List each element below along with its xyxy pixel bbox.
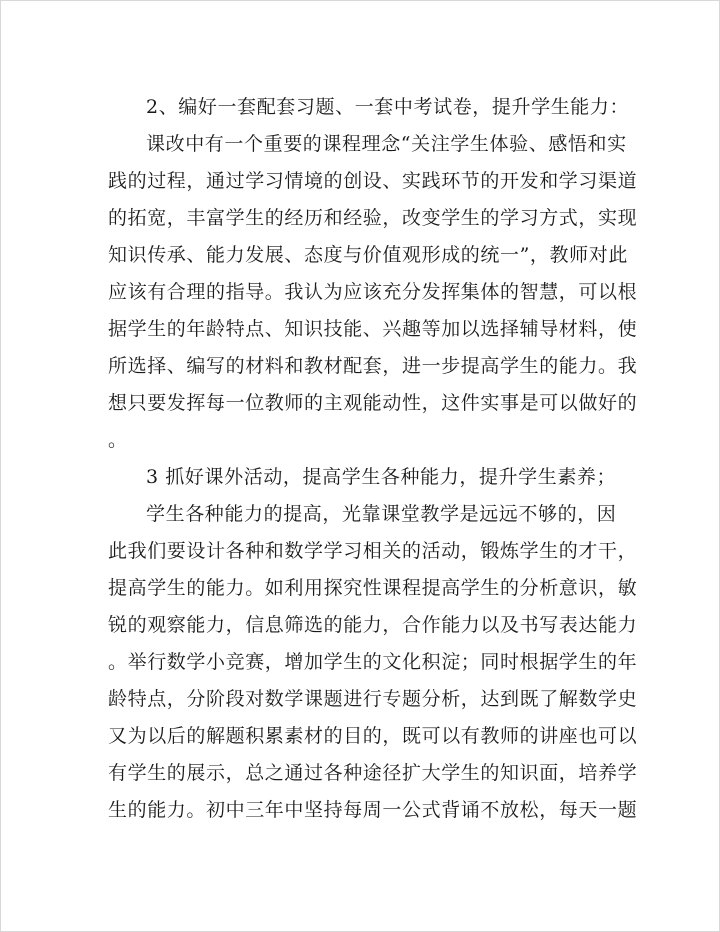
paragraph-line: 生的能力。初中三年中坚持每周一公式背诵不放松，每天一题 (108, 799, 638, 821)
paragraph-line: 学生各种能力的提高，光靠课堂教学是远远不够的，因 (146, 503, 617, 525)
paragraph-line: 锐的观察能力，信息筛选的能力，合作能力以及书写表达能力 (108, 614, 638, 636)
paragraph-line: 想只要发挥每一位教师的主观能动性，这件实事是可以做好的 (108, 392, 638, 414)
paragraph-line: 。举行数学小竞赛，增加学生的文化积淀；同时根据学生的年 (108, 651, 638, 673)
paragraph-line: 践的过程，通过学习情境的创设、实践环节的开发和学习渠道 (108, 170, 638, 192)
section-heading-3: 3 抓好课外活动，提高学生各种能力，提升学生素养； (146, 466, 617, 488)
paragraph-line: 所选择、编写的材料和教材配套，进一步提高学生的能力。我 (108, 355, 638, 377)
paragraph-line: 此我们要设计各种和数学学习相关的活动，锻炼学生的才干， (108, 540, 638, 562)
paragraph-line: 课改中有一个重要的课程理念“关注学生体验、感悟和实 (146, 133, 627, 155)
paragraph-line: 知识传承、能力发展、态度与价值观形成的统一”，教师对此 (108, 244, 628, 266)
paragraph-line: 。 (108, 429, 128, 451)
paragraph-line: 有学生的展示，总之通过各种途径扩大学生的知识面，培养学 (108, 762, 638, 784)
paragraph-line: 应该有合理的指导。我认为应该充分发挥集体的智慧，可以根 (108, 281, 638, 303)
section-heading-2: 2、编好一套配套习题、一套中考试卷，提升学生能力： (146, 96, 630, 118)
paragraph-line: 的拓宽，丰富学生的经历和经验，改变学生的学习方式，实现 (108, 207, 638, 229)
paragraph-line: 据学生的年龄特点、知识技能、兴趣等加以选择辅导材料，使 (108, 318, 638, 340)
paragraph-line: 提高学生的能力。如利用探究性课程提高学生的分析意识，敏 (108, 577, 638, 599)
document-body (108, 89, 638, 829)
paragraph-line: 龄特点，分阶段对数学课题进行专题分析，达到既了解数学史 (108, 688, 638, 710)
paragraph-line: 又为以后的解题积累素材的目的，既可以有教师的讲座也可以 (108, 725, 638, 747)
